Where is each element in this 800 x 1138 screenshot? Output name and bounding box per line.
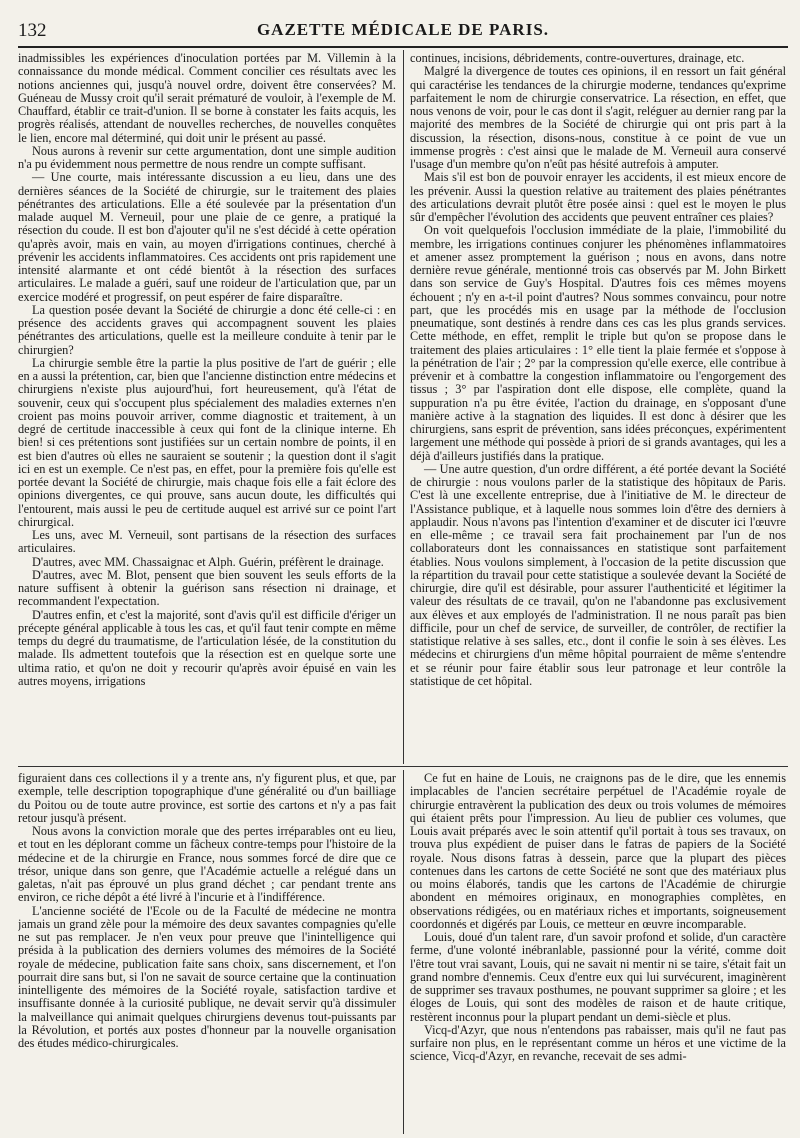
column-divider <box>403 50 404 764</box>
paragraph: Les uns, avec M. Verneuil, sont partisans de la résection des surfaces articulaires. <box>18 528 396 556</box>
paragraph: La chirurgie semble être la partie la plus positive de l'art de guérir ; elle en a aussi la prétention, car, bien que l'ancienne distinction entre médecins et chirurgiens n'existe plus aujourd'hui, fort heureusement, qu'à l'état de souvenir, ceux qui s'occupent plus spécialement des maladies externes n'en croient pas moins pouvoir arriver, comme diagnostic et traitement, à un degré de certitude inaccessible à ceux qui font de la clinique interne. Eh bien! si ces prétentions sont justifiées sur un certain nombre de points, il en est bien d'autres où elles ne sauraient se soutenir ; la question dont il s'agit ici en est un exemple. Ce n'est pas, en effet, pour la première fois qu'elle est portée devant la Société de chirurgie, mais chaque fois elle a fait éclore des opinions divergentes, ce qui prouve, sans aucun doute, les difficultés qui l'entourent, mais aussi le peu de certitude auquel est arrivé sur ce point l'art chirurgical. <box>18 355 396 529</box>
journal-title: GAZETTE MÉDICALE DE PARIS. <box>256 20 550 39</box>
paragraph: inadmissibles les expériences d'inoculation portées par M. Villemin à la connaissance du monde médical. Comment concilier ces résultats avec les notions anciennes qui, jusqu'à nouvel ordre, doivent être conservées? M. Guéneau de Mussy croit qu'il serait prématuré de vouloir, à l'exemple de M. Chauffard, établir ce trait-d'union. Il se borne à constater les faits acquis, les progrès réalisés, attendant de nouvelles recherches, de nouvelles conquêtes le lien, encore mal déterminé, qui doit unir le présent au passé. <box>18 52 396 145</box>
section-divider <box>18 766 788 767</box>
paragraph: D'autres, avec M. Blot, pensent que bien souvent les seuls efforts de la nature suffisent à obtenir la guérison sans résection ni drainage, et recommandent l'expectation. <box>18 567 396 609</box>
top-left-column <box>18 52 396 762</box>
bottom-left-column <box>18 772 396 1134</box>
page-header <box>18 16 788 48</box>
bottom-right-column <box>410 772 786 1134</box>
column-divider <box>403 770 404 1134</box>
paragraph: La question posée devant la Société de chirurgie a donc été celle-ci : en présence des accidents graves qui accompagnent souvent les plaies pénétrantes des articulations, quelle est la meilleure conduite à tenir par le chirurgien? <box>18 302 396 357</box>
paragraph: — Une courte, mais intéressante discussion a eu lieu, dans une des dernières séances de la Société de chirurgie, sur le traitement des plaies pénétrantes des articulations. Elle a été soulevée par la présentation d'un malade auquel M. Verneuil, pour une plaie de ce genre, a pratiqué la résection du coude. Il est bon d'ajouter qu'il ne s'est décidé à cette opération qu'après avoir, mais en vain, au moyen d'irrigations continues, cherché à prévenir les accidents inflammatoires. Ces accidents ont pris rapidement une intensité alarmante et ont cédé bientôt à la résection des surfaces articulaires. Le malade a guéri, sauf une roideur de l'articulation que, par un exercice modéré et progressif, on peut espérer de faire disparaître. <box>18 170 396 304</box>
paragraph: D'autres enfin, et c'est la majorité, sont d'avis qu'il est difficile d'ériger un précepte général applicable à tous les cas, et qu'il faut tenir compte en même temps du degré du traumatisme, de l'articulation lésée, de la constitution du malade. Ils admettent toutefois que la résection est en quelque sorte une ultima ratio, et qu'on ne doit y recourir qu'après avoir épuisé en vain les autres moyens, irrigations <box>18 607 396 688</box>
paragraph: Malgré la divergence de toutes ces opinions, il en ressort un fait général qui caractérise les tendances de la chirurgie moderne, tendances qu'exprime parfaitement le nom de chirurgie conservatrice. La résection, en effet, que nous venons de voir, pour le cas dont il s'agit, reléguer au dernier rang par la majorité des membres de la Société de chirurgie qui ont pris part à la discussion, la résection, disons-nous, constitue à ce point de vue un immense progrès : c'est ainsi que le malade de M. Verneuil aura conservé l'usage d'un membre qu'on n'eût pas hésité autrefois à amputer. <box>410 64 786 171</box>
paragraph: Nous avons la conviction morale que des pertes irréparables ont eu lieu, et tout en les déplorant comme un fâcheux contre-temps pour l'histoire de la médecine et de la chirurgie en France, nous sommes forcé de dire que ce trésor, unique dans son genre, que l'Académie actuelle a relégué dans un galetas, n'ait pas éprouvé un plus grand déchet ; car pendant trente ans environ, ce riche dépôt a été livré à l'incurie et à l'indifférence. <box>18 824 396 905</box>
paragraph: Mais s'il est bon de pouvoir enrayer les accidents, il est mieux encore de les prévenir. Aussi la question relative au traitement des plaies pénétrantes des articulations devrait plutôt être posée ainsi : quel est le moyen le plus sûr d'empêcher l'évolution des accidents que peuvent entraîner ces plaies? <box>410 170 786 224</box>
paragraph: — Une autre question, d'un ordre différent, a été portée devant la Société de chirurgie : nous voulons parler de la statistique des hôpitaux de Paris. C'est là une excellente entreprise, due à l'initiative de M. le directeur de l'Assistance publique, et à laquelle nous sommes loin d'être des derniers à applaudir. Nous n'avons pas l'intention d'examiner et de discuter ici l'œuvre en elle-même ; ce travail sera fait prochainement par l'un de nos collaborateurs dont les connaissances en statistique sont parfaitement établies. Nous voulons simplement, à l'occasion de la petite discussion que la répartition du travail pour cette statistique a soulevée devant la Société de chirurgie, dire qu'il est désirable, pour assurer l'authenticité et légitimer la valeur des résultats de ce travail, qu'on ne l'abandonne pas exclusivement aux élèves et aux employés de l'administration. Il ne nous paraît pas bien difficile, pour un chef de service, de surveiller, de contrôler, de rectifier la statistique relative à ses salles, etc., dont il confie le soin à ses élèves. Les médecins et chirurgiens d'un même hôpital pourraient de même s'entendre et se réunir pour faire établir sous leur patronage et leur contrôle la statistique de cet hôpital. <box>410 461 786 688</box>
paragraph: Louis, doué d'un talent rare, d'un savoir profond et solide, d'un caractère ferme, d'une volonté inébranlable, passionné pour la vérité, comme doit l'être tout vrai savant, Louis, qui ne savait ni mentir ni se taire, s'était fait un grand nombre d'ennemis. Ceux d'entre eux qui lui survécurent, imaginèrent de supprimer ses travaux posthumes, ne pouvant supprimer sa gloire ; et les éloges de Louis, qui sont des modèles de raison et de haute critique, restèrent inconnus pour la plupart pendant un demi-siècle et plus. <box>410 930 786 1024</box>
top-right-column <box>410 52 786 762</box>
paragraph: On voit quelquefois l'occlusion immédiate de la plaie, l'immobilité du membre, les irrigations continues conjurer les phénomènes inflammatoires et amener assez promptement la guérison ; nous en avons, dans notre dernière revue générale, mentionné trois cas observés par M. John Birkett dans son service de Guy's Hospital. D'autres fois ces mêmes moyens échouent ; n'y en a-t-il point d'autres? Nous sommes convaincu, pour notre part, que les procédés mis en usage par la méthode de l'occlusion pneumatique, sont destinés à rendre dans ces cas les plus grands services. Cette méthode, en effet, remplit le triple but qu'on se propose dans le traitement des plaies articulaires : 1° elle tient la plaie fermée et s'oppose à la pénétration de l'air ; 2° par la compression qu'elle exerce, elle contribue à prévenir et à combattre la congestion inflammatoire ou l'engorgement des tissus ; 3° par l'aspiration dont elle dispose, elle complète, quand la suppuration n'a pu être évitée, l'action du drainage, en s'opposant d'une manière active à la stagnation des liquides. Il est donc à désirer que les chirurgiens, sans esprit de prévention, sans idées préconçues, expérimentent largement une méthode qui possède à priori de si grands avantages, qui les a déjà d'ailleurs justifiés dans la pratique. <box>410 223 786 463</box>
paragraph: L'ancienne société de l'Ecole ou de la Faculté de médecine ne montra jamais un grand zèle pour la mémoire des deux savantes compagnies qu'elle ne sut pas remplacer. Je n'en veux pour preuve que l'inintelligence qui présida à la publication des derniers volumes des mémoires de la Société royale de médecine, publication faite sans choix, sans discernement, et l'on pourrait dire sans but, si l'on ne savait de source certaine que la continuation inintelligente des mémoires de la Société royale, satisfaction tardive et insuffisante donnée à la curiosité publique, ne devait servir qu'à dissimuler la malveillance qui animait quelques chirurgiens devenus tout-puissants par la Révolution, et portés aux postes d'honneur par la nouvelle organisation des études médico-chirurgicales. <box>18 903 396 1050</box>
paragraph: figuraient dans ces collections il y a trente ans, n'y figurent plus, et que, par exemple, telle description topographique d'une généralité ou d'un bailliage du Poitou ou de toute autre province, est sortie des cartons et n'y a pas fait retour jusqu'à présent. <box>18 772 396 825</box>
paragraph: Vicq-d'Azyr, que nous n'entendons pas rabaisser, mais qu'il ne faut pas surfaire non plus, en le représentant comme un héros et une victime de la science, Vicq-d'Azyr, en revanche, recevait de ses admi- <box>410 1022 786 1064</box>
paragraph: continues, incisions, débridements, contre-ouvertures, drainage, etc. <box>410 52 745 65</box>
paragraph: Ce fut en haine de Louis, ne craignons pas de le dire, que les ennemis implacables de l'ancien secrétaire perpétuel de l'Académie royale de chirurgie entravèrent la publication des deux ou trois volumes de mémoires qui étaient prêts pour l'impression. Au lieu de publier ces volumes, que Louis avait préparés avec le soin attentif qu'il portait à tous ses travaux, on trouva plus expédient de puiser dans le fatras de papiers de la Société royale. Nous disons fatras à dessein, parce que la plupart des pièces contenues dans les cartons de cette Société ne sont que des matériaux plus ou moins élaborés, tandis que les cartons de l'Académie de chirurgie abondent en mémoires originaux, en monographies complètes, en observations rédigées, ou en matériaux riches et importants, soigneusement coordonnés et digérés par Louis, ce metteur en œuvre incomparable. <box>410 772 786 931</box>
paragraph: Nous aurons à revenir sur cette argumentation, dont une simple audition n'a pu évidemment nous permettre de nous rendre un compte suffisant. <box>18 143 396 171</box>
page-number: 132 <box>18 20 47 41</box>
paragraph: D'autres, avec MM. Chassaignac et Alph. Guérin, préfèrent le drainage. <box>32 554 384 569</box>
